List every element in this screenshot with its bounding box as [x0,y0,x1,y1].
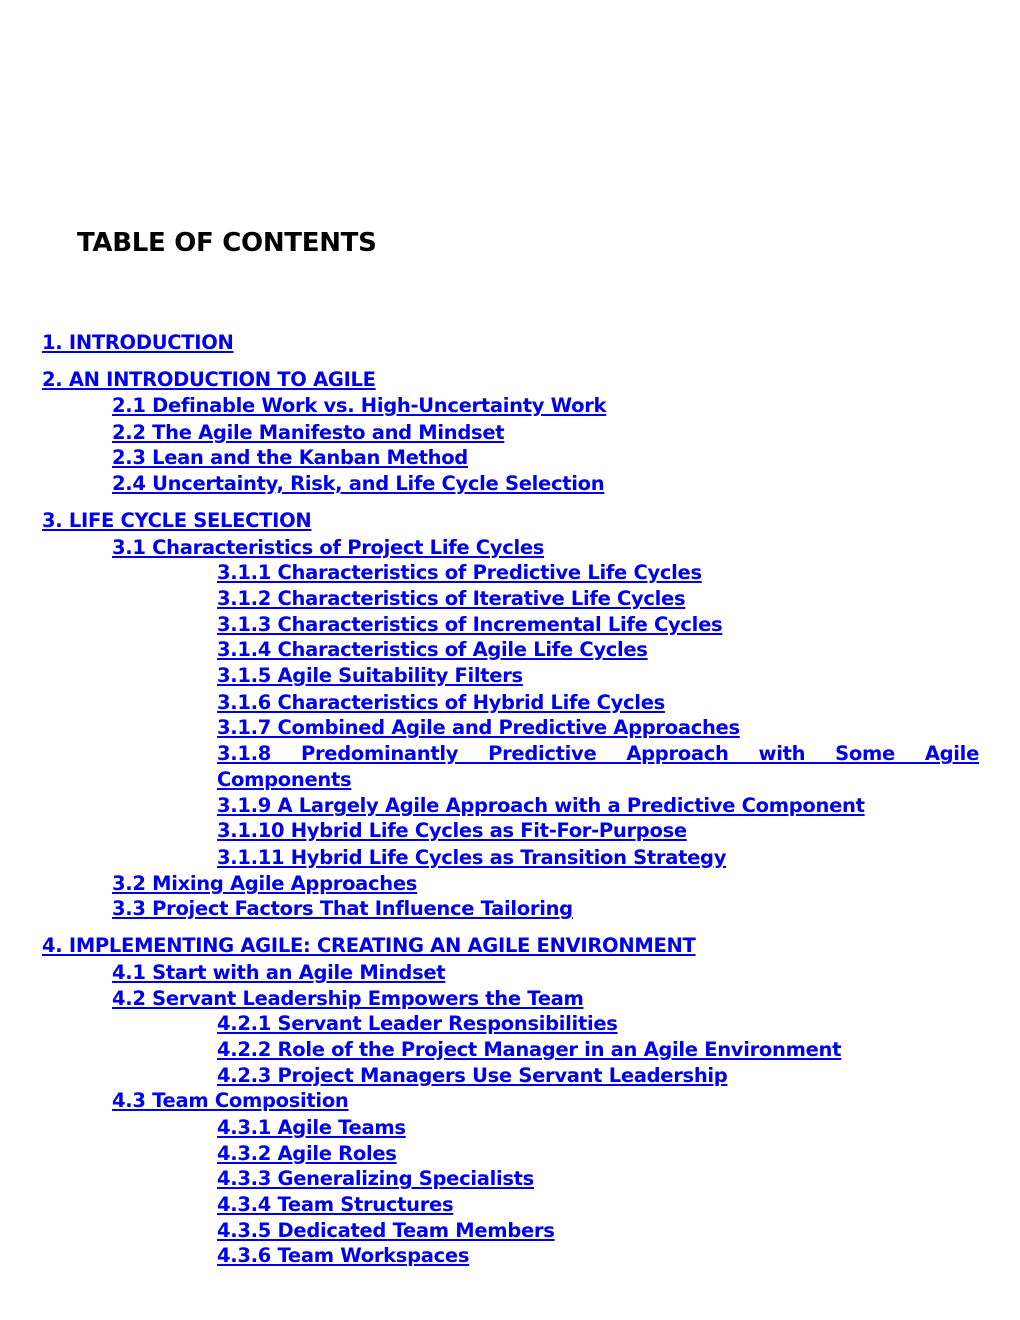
toc-subsubsection-link[interactable]: 3.1.3 Characteristics of Incremental Life Cycles [217,613,723,636]
toc-subsection-link[interactable]: 2.2 The Agile Manifesto and Mindset [112,421,505,444]
toc-subsubsection-link[interactable]: 3.1.7 Combined Agile and Predictive Approaches [217,716,740,739]
toc-subsubsection-link[interactable]: 4.3.2 Agile Roles [217,1142,397,1165]
toc-subsection-link[interactable]: 3.3 Project Factors That Influence Tailoring [112,897,573,920]
toc-section-link[interactable]: 2. AN INTRODUCTION TO AGILE [42,368,376,391]
toc-subsection-link[interactable]: 3.2 Mixing Agile Approaches [112,872,418,895]
toc-subsubsection-link[interactable]: 3.1.1 Characteristics of Predictive Life Cycles [217,561,702,584]
toc-subsubsection-link[interactable]: 3.1.10 Hybrid Life Cycles as Fit-For-Purpose [217,819,687,842]
toc-subsection-link[interactable]: 4.3 Team Composition [112,1089,349,1112]
page-title: TABLE OF CONTENTS [77,228,377,258]
toc-subsection-link[interactable]: 2.4 Uncertainty, Risk, and Life Cycle Selection [112,472,605,495]
toc-subsubsection-link[interactable]: 4.2.1 Servant Leader Responsibilities [217,1012,618,1035]
toc-subsubsection-link[interactable]: 4.3.4 Team Structures [217,1193,454,1216]
toc-section-link[interactable]: 4. IMPLEMENTING AGILE: CREATING AN AGILE ENVIRONMENT [42,934,696,957]
toc-subsection-link[interactable]: 3.1 Characteristics of Project Life Cycles [112,536,545,559]
toc-subsubsection-link[interactable]: 3.1.6 Characteristics of Hybrid Life Cycles [217,691,665,714]
toc-subsubsection-link[interactable]: 4.3.3 Generalizing Specialists [217,1167,534,1190]
toc-subsubsection-link[interactable]: 3.1.9 A Largely Agile Approach with a Predictive Component [217,794,865,817]
toc-subsection-link[interactable]: 2.1 Definable Work vs. High-Uncertainty Work [112,394,607,417]
toc-subsection-link[interactable]: 2.3 Lean and the Kanban Method [112,446,468,469]
toc-subsection-link[interactable]: 4.2 Servant Leadership Empowers the Team [112,987,584,1010]
toc-subsubsection-link[interactable]: 3.1.4 Characteristics of Agile Life Cycles [217,638,648,661]
toc-section-link[interactable]: 3. LIFE CYCLE SELECTION [42,509,312,532]
toc-section-link[interactable]: 1. INTRODUCTION [42,331,234,354]
toc-subsubsection-link[interactable]: 4.2.2 Role of the Project Manager in an Agile Environment [217,1038,842,1061]
toc-subsubsection-link[interactable]: 3.1.11 Hybrid Life Cycles as Transition Strategy [217,846,727,869]
toc-subsubsection-link[interactable]: 3.1.8 Predominantly Predictive Approach with Some Agile Components [217,742,979,791]
toc-subsubsection-link[interactable]: 4.3.5 Dedicated Team Members [217,1219,555,1242]
toc-subsubsection-link[interactable]: 3.1.2 Characteristics of Iterative Life Cycles [217,587,686,610]
toc-subsection-link[interactable]: 4.1 Start with an Agile Mindset [112,961,446,984]
toc-subsubsection-link[interactable]: 4.2.3 Project Managers Use Servant Leadership [217,1064,728,1087]
toc-subsubsection-link[interactable]: 4.3.1 Agile Teams [217,1116,406,1139]
toc-subsubsection-link[interactable]: 4.3.6 Team Workspaces [217,1244,470,1267]
toc-subsubsection-link[interactable]: 3.1.5 Agile Suitability Filters [217,664,523,687]
